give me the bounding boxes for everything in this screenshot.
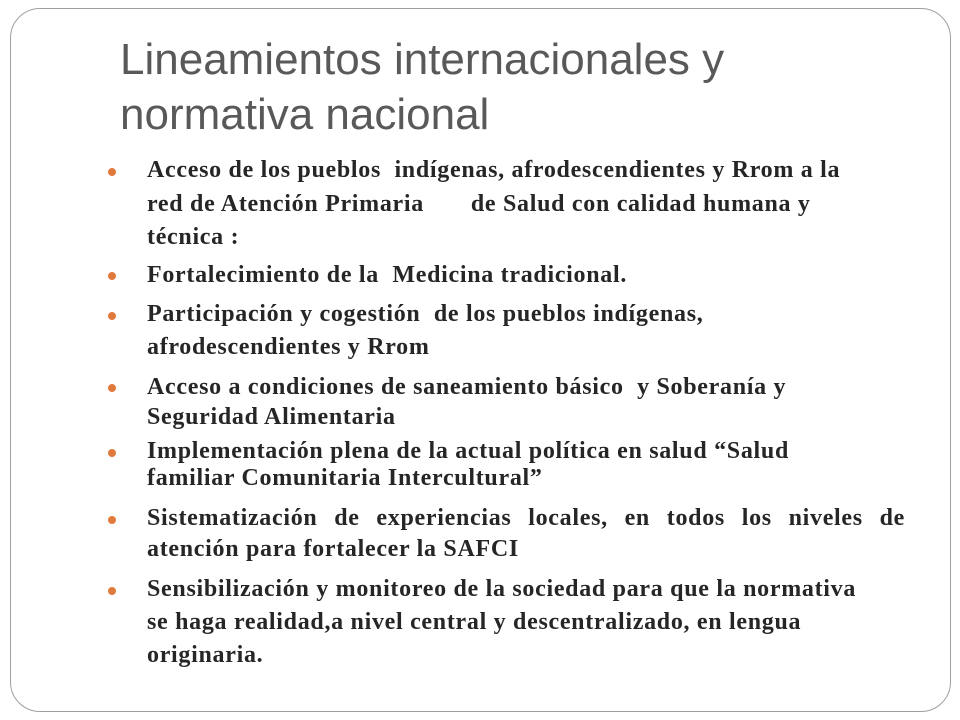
bullet-dot-icon — [108, 272, 116, 280]
bullet-dot-icon — [108, 516, 116, 524]
bullet-text-line: se haga realidad,a nivel central y descentralizado, en lengua — [147, 609, 802, 635]
bullet-dot-icon — [108, 168, 116, 176]
bullet-item-4 — [147, 372, 905, 432]
bullet-text-line: técnica : — [147, 224, 240, 250]
bullet-item-2 — [147, 258, 905, 292]
bullet-text-line: Participación y cogestión de los pueblos indígenas, — [147, 301, 704, 327]
bullet-dot-icon — [108, 384, 116, 392]
bullet-item-1 — [147, 154, 905, 255]
bullet-list — [147, 0, 905, 720]
slide-title: Lineamientos internacionales y normativa nacional — [120, 35, 725, 139]
bullet-first-line — [147, 503, 905, 534]
bullet-text-line: Sensibilización y monitoreo de la sociedad para que la normativa — [147, 576, 857, 602]
bullet-item-7 — [147, 573, 905, 672]
bullet-item-3 — [147, 298, 905, 364]
bullet-first-line — [147, 298, 905, 331]
bullet-text-line: familiar Comunitaria Intercultural” — [147, 465, 543, 491]
bullet-first-line — [147, 154, 905, 188]
bullet-text-line: atención para fortalecer la SAFCI — [147, 536, 519, 562]
bullet-first-line — [147, 372, 905, 402]
bullet-text-line: Seguridad Alimentaria — [147, 404, 396, 430]
bullet-text-line: Implementación plena de la actual política en salud “Salud — [147, 438, 790, 464]
bullet-first-line — [147, 258, 905, 292]
bullet-item-5 — [147, 438, 905, 492]
bullet-text-line: originaria. — [147, 642, 264, 668]
bullet-item-6 — [147, 503, 905, 565]
bullet-text-line: red de Atención Primaria de Salud con calidad humana y — [147, 190, 811, 217]
bullet-text-line: Acceso de los pueblos indígenas, afrodescendientes y Rrom a la — [147, 157, 841, 183]
bullet-text-line: Sistematización de experiencias locales, en todos los niveles de — [147, 505, 905, 531]
bullet-text-line: Acceso a condiciones de saneamiento básico y Soberanía y — [147, 374, 787, 400]
bullet-text-line: Fortalecimiento de la Medicina tradicional. — [147, 262, 628, 288]
bullet-text-line: afrodescendientes y Rrom — [147, 334, 430, 360]
bullet-dot-icon — [108, 587, 116, 595]
bullet-first-line — [147, 573, 905, 606]
bullet-dot-icon — [108, 312, 116, 320]
bullet-dot-icon — [108, 449, 116, 457]
bullet-first-line — [147, 438, 905, 465]
